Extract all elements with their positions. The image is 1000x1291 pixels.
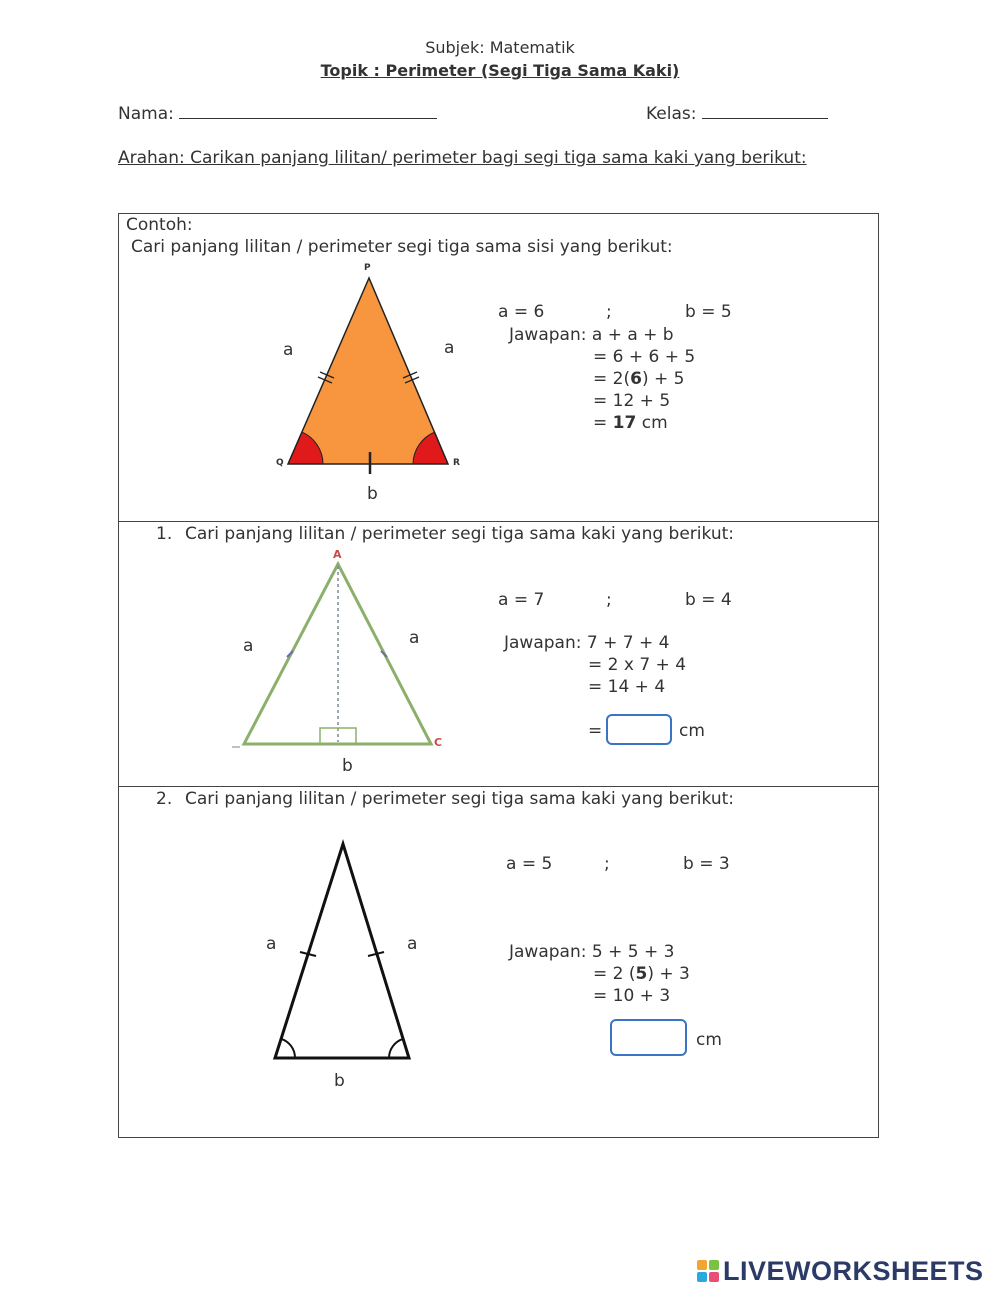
vertex-label-q: Q (276, 458, 284, 468)
angle-marker (281, 1039, 295, 1058)
question-text: Cari panjang lilitan / perimeter segi tiga sama kaki yang berikut: (185, 524, 735, 544)
logo-square (697, 1260, 707, 1270)
given-a: a = 5 (506, 854, 553, 874)
answer-text: = (593, 413, 608, 433)
given-a: a = 7 (498, 590, 545, 610)
answer-line: = 14 + 4 (588, 677, 666, 697)
given-separator: ; (606, 590, 612, 610)
angle-marker (389, 1039, 403, 1058)
side-label-a: a (243, 636, 254, 656)
name-label: Nama: (118, 104, 174, 124)
topic-title: Topik : Perimeter (Segi Tiga Sama Kaki) (320, 61, 680, 80)
answer-text: ) + 3 (647, 964, 690, 984)
given-b: b = 4 (685, 590, 732, 610)
answer-text: ) + 5 (641, 369, 685, 389)
subject-title: Subjek: Matematik (425, 38, 575, 57)
side-label-a: a (266, 934, 277, 954)
logo-square (709, 1272, 719, 1282)
given-separator: ; (604, 854, 610, 874)
q2-triangle-outline (275, 844, 409, 1058)
base-label-b: b (334, 1071, 345, 1091)
instruction-text: Arahan: Carikan panjang lilitan/ perimeter bagi segi tiga sama kaki yang berikut: (118, 148, 807, 168)
logo-mark-icon (697, 1260, 719, 1282)
logo-square (697, 1272, 707, 1282)
answer-line: = 12 + 5 (593, 391, 671, 411)
answer-line: = 10 + 3 (593, 986, 671, 1006)
liveworksheets-logo[interactable] (697, 1255, 984, 1287)
vertex-label-p: P (364, 263, 371, 273)
answer-unit: cm (696, 1030, 722, 1050)
given-b: b = 3 (683, 854, 730, 874)
answer-bold: 6 (630, 369, 642, 389)
side-label-a: a (283, 340, 294, 360)
answer-bold: 17 (612, 413, 637, 433)
answer-line: Jawapan: 5 + 5 + 3 (509, 942, 675, 962)
logo-square (709, 1260, 719, 1270)
question-number: 2. (156, 789, 173, 809)
example-question: Cari panjang lilitan / perimeter segi tiga sama sisi yang berikut: (131, 237, 673, 257)
question-text: Cari panjang lilitan / perimeter segi tiga sama kaki yang berikut: (185, 789, 735, 809)
side-label-a: a (409, 628, 420, 648)
base-label-b: b (342, 756, 353, 776)
logo-text: LIVEWORKSHEETS (723, 1255, 984, 1286)
answer-line: Jawapan: a + a + b (509, 325, 674, 345)
answer-unit: cm (679, 721, 705, 741)
example-title: Contoh: (126, 215, 193, 235)
given-separator: ; (606, 302, 612, 322)
answer-line (593, 964, 690, 984)
answer-line: Jawapan: 7 + 7 + 4 (504, 633, 670, 653)
answer-line: = 2 x 7 + 4 (588, 655, 687, 675)
side-label-a: a (407, 934, 418, 954)
base-label-b: b (367, 484, 378, 504)
given-a: a = 6 (498, 302, 545, 322)
answer-unit: cm (641, 413, 668, 433)
answer-text: = 2( (593, 369, 631, 389)
side-label-a: a (444, 338, 455, 358)
vertex-label-r: R (453, 458, 460, 468)
question-number: 1. (156, 524, 173, 544)
vertex-label-a: A (333, 548, 342, 561)
class-label: Kelas: (646, 104, 697, 124)
answer-line: = 6 + 6 + 5 (593, 347, 696, 367)
answer-equals: = (588, 721, 603, 741)
q2-answer-input[interactable] (610, 1019, 687, 1056)
answer-bold: 5 (635, 964, 648, 984)
vertex-label-c: C (434, 736, 443, 749)
answer-text: = 2 ( (593, 964, 636, 984)
given-b: b = 5 (685, 302, 732, 322)
